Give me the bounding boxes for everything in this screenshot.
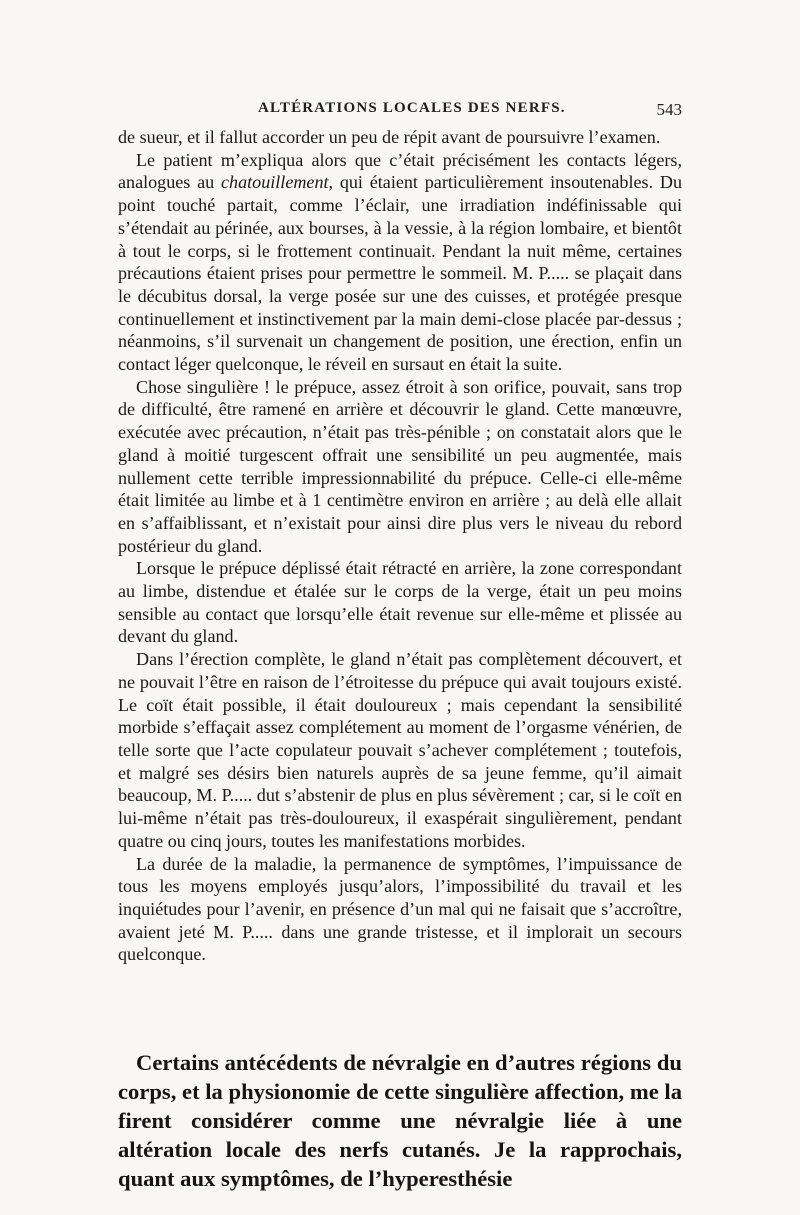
page-header (118, 100, 682, 124)
italic-word: chatouillement (221, 172, 329, 193)
paragraph-retraction: Lorsque le prépuce déplissé était rétracté en arrière, la zone correspondant au limbe, distendue et étalée sur le corps de la verge, était un peu moins sensible au contact que lorsqu’elle était revenue sur elle-même et plissée au devant du gland. (118, 558, 682, 647)
paragraph-continuation: de sueur, et il fallut accorder un peu de répit avant de poursuivre l’examen. (118, 127, 661, 147)
body-text (118, 126, 682, 966)
conclusion-paragraph: Certains antécédents de névralgie en d’autres régions du corps, et la physionomie de cette singulière affection, me la firent considérer comme une névralgie liée à une altération locale des nerfs cutanés. Je la rapprochais, quant aux symptômes, de l’hyperesthésie (118, 1050, 682, 1191)
paragraph-text-start: Le patient m’expliqua alors que c’était précisément les contacts légers, analogues au (118, 149, 682, 193)
paragraph-prepuce: Chose singulière ! le prépuce, assez étroit à son orifice, pouvait, sans trop de difficulté, être ramené en arrière et découvrir le gland. Cette manœuvre, exécutée avec précaution, n’était pas très-pénible ; on constatait alors que le gland à moitié turgescent offrait une sensibilité un peu augmentée, mais nullement cette terrible impressionnabilité du prépuce. Celle-ci elle-même était limitée au limbe et à 1 centimètre environ en arrière ; au delà elle allait en s’affaiblissant, et n’existait pour ainsi dire plus vers le niveau du rebord postérieur du gland. (118, 376, 682, 556)
paragraph-erection: Dans l’érection complète, le gland n’était pas complètement découvert, et ne pouvait l’être en raison de l’étroitesse du prépuce qui avait toujours existé. Le coït était possible, il était douloureux ; mais cependant la sensibilité morbide s’effaçait assez complétement au moment de l’orgasme vénérien, de telle sorte que l’acte copulateur pouvait s’achever complétement ; toutefois, et malgré ses désirs bien naturels auprès de sa jeune femme, qu’il aimait beaucoup, M. P..... dut s’abstenir de plus en plus sévèrement ; car, si le coït en lui-même n’était pas très-douloureux, il exaspérait singulièrement, pendant quatre ou cinq jours, toutes les manifestations morbides. (118, 649, 682, 851)
paragraph-duree: La durée de la maladie, la permanence de symptômes, l’impuissance de tous les moyens employés jusqu’alors, l’impossibilité du travail et les inquiétudes pour l’avenir, en présence d’un mal qui ne faisait que s’accroître, avaient jeté M. P..... dans une grande tristesse, et il implorait un secours quelconque. (118, 853, 682, 965)
page-number: 543 (656, 100, 682, 119)
paragraph-text-end: , qui étaient particulièrement insoutenables. Du point touché partait, comme l’éclair, une irradiation indéfinissable qui s’étendait au périnée, aux bourses, à la vessie, à la région lombaire, et bientôt à tout le corps, si le frottement continuait. Pendant la nuit même, certaines précautions étaient prises pour permettre le sommeil. M. P..... se plaçait dans le décubitus dorsal, la verge posée sur une des cuisses, et protégée presque continuellement et instinctivement par la main demi-close placée par-dessus ; néanmoins, s’il survenait un changement de position, une érection, enfin un contact léger quelconque, le réveil en sursaut en était la suite. (118, 172, 682, 375)
running-title: ALTÉRATIONS LOCALES DES NERFS. (258, 100, 566, 116)
paragraph-chatouillement (118, 149, 682, 376)
